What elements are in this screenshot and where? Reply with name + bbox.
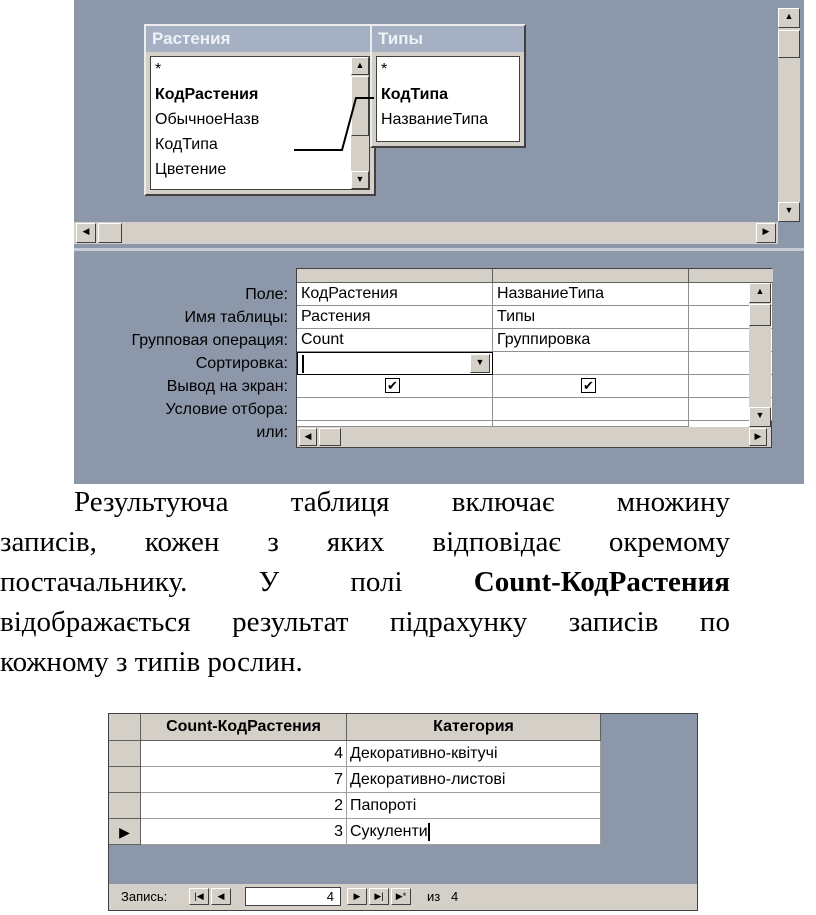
column-selector[interactable]	[689, 269, 773, 283]
word: постачальнику.	[0, 566, 188, 598]
grid-total-cell[interactable]: Группировка	[493, 329, 689, 352]
pane-splitter[interactable]	[74, 248, 804, 262]
query-designer	[74, 0, 804, 484]
cell-category[interactable]: Декоративно-квітучі	[347, 741, 601, 767]
column-selector[interactable]	[493, 269, 689, 283]
cell-count[interactable]: 2	[141, 793, 347, 819]
word: відображається	[0, 606, 191, 638]
word: результат	[232, 606, 349, 638]
scroll-thumb[interactable]	[319, 428, 341, 446]
paragraph-line-4	[0, 606, 730, 639]
row-selector[interactable]	[109, 741, 141, 767]
word: множину	[616, 486, 730, 518]
field-item[interactable]: *	[381, 61, 388, 78]
scroll-thumb[interactable]	[749, 304, 771, 326]
upper-vscrollbar[interactable]	[778, 8, 800, 222]
table-tipy-title[interactable]: Типы	[372, 26, 524, 52]
relationship-line[interactable]	[74, 0, 804, 248]
field-item[interactable]: КодТипа	[381, 86, 449, 103]
scroll-up-arrow-icon[interactable]: ▲	[749, 283, 771, 303]
word: яких	[326, 526, 385, 558]
scroll-left-arrow-icon[interactable]: ◀	[76, 223, 96, 243]
paragraph-line-1	[74, 486, 730, 519]
record-label: Запись:	[121, 889, 168, 904]
row-selector-current[interactable]	[109, 819, 141, 845]
row-label-criteria: Условие отбора:	[165, 401, 288, 418]
grid-field-cell[interactable]: НазваниеТипа	[493, 283, 689, 306]
scroll-thumb[interactable]	[778, 30, 800, 58]
select-all-corner[interactable]	[109, 714, 141, 741]
scroll-left-arrow-icon[interactable]: ◀	[299, 428, 317, 446]
word: записів	[568, 606, 659, 638]
row-label-table: Имя таблицы:	[184, 309, 288, 326]
grid-sort-dropdown[interactable]	[297, 352, 493, 375]
row-label-or: или:	[256, 424, 288, 441]
word: Результуюча	[74, 486, 229, 518]
text-cursor	[428, 823, 430, 841]
last-record-button[interactable]: ▶|	[369, 888, 389, 905]
design-grid	[296, 268, 772, 448]
record-of-label: из	[427, 889, 441, 904]
field-item[interactable]: КодРастения	[155, 86, 259, 103]
word: підрахунку	[389, 606, 528, 638]
prev-record-button[interactable]: ◀	[211, 888, 231, 905]
word: кожен	[144, 526, 220, 558]
current-record-arrow-icon: ▶	[119, 824, 130, 840]
new-record-button[interactable]: ▶*	[391, 888, 411, 905]
grid-total-cell[interactable]: Count	[297, 329, 493, 352]
grid-table-cell[interactable]: Растения	[297, 306, 493, 329]
table-pane	[74, 0, 804, 248]
scroll-up-arrow-icon[interactable]: ▲	[778, 8, 800, 28]
word: по	[699, 606, 730, 638]
dropdown-arrow-icon[interactable]: ▼	[470, 354, 490, 373]
result-datasheet	[108, 713, 698, 911]
record-number-input[interactable]	[245, 887, 341, 906]
row-selector[interactable]	[109, 767, 141, 793]
cell-category-active[interactable]	[347, 819, 601, 845]
query-grid-pane	[74, 262, 804, 484]
grid-criteria-cell[interactable]	[493, 398, 689, 421]
scroll-down-arrow-icon[interactable]: ▼	[351, 171, 369, 189]
cell-category[interactable]: Папороті	[347, 793, 601, 819]
cell-category-text: Сукуленти	[350, 823, 428, 840]
row-label-show: Вывод на экран:	[166, 378, 288, 395]
grid-criteria-cell[interactable]	[297, 398, 493, 421]
grid-hscrollbar[interactable]	[297, 427, 771, 447]
table-rastenia-title[interactable]: Растения	[146, 26, 374, 52]
paragraph-line-2	[0, 526, 730, 559]
scroll-right-arrow-icon[interactable]: ▶	[749, 428, 767, 446]
cell-count[interactable]: 3	[141, 819, 347, 845]
grid-field-cell[interactable]: КодРастения	[297, 283, 493, 306]
word: відповідає	[432, 526, 561, 558]
cell-category[interactable]: Декоративно-листові	[347, 767, 601, 793]
field-item[interactable]: *	[155, 61, 162, 78]
column-selector[interactable]	[297, 269, 493, 283]
scroll-thumb[interactable]	[98, 223, 122, 243]
upper-hscrollbar[interactable]	[74, 222, 778, 244]
word: полі	[350, 566, 403, 598]
record-total: 4	[451, 889, 459, 904]
record-navigator	[109, 884, 697, 910]
scroll-down-arrow-icon[interactable]: ▼	[749, 407, 771, 427]
show-checkbox[interactable]: ✔	[581, 378, 596, 393]
word: У	[258, 566, 280, 598]
field-item[interactable]: НазваниеТипа	[381, 111, 489, 128]
grid-show-cell	[493, 375, 689, 398]
paragraph-line-5: кожному з типів рослин.	[0, 646, 303, 678]
grid-sort-cell[interactable]	[493, 352, 689, 375]
grid-vscrollbar[interactable]	[749, 283, 771, 427]
column-header-category[interactable]: Категория	[347, 714, 601, 741]
grid-table-cell[interactable]: Типы	[493, 306, 689, 329]
row-label-field: Поле:	[245, 286, 288, 303]
row-label-sort: Сортировка:	[195, 355, 288, 372]
field-item[interactable]: КодТипа	[155, 136, 218, 153]
scroll-up-arrow-icon[interactable]: ▲	[351, 57, 369, 75]
cell-count[interactable]: 7	[141, 767, 347, 793]
row-selector[interactable]	[109, 793, 141, 819]
next-record-button[interactable]: ▶	[347, 888, 367, 905]
bold-field-name: Count-КодРастения	[473, 566, 730, 598]
paragraph-line-3	[0, 566, 730, 599]
scroll-right-arrow-icon[interactable]: ▶	[756, 223, 776, 243]
field-item[interactable]: ОбычноеНазв	[155, 111, 260, 128]
record-number: 4	[326, 889, 334, 904]
row-label-total: Групповая операция:	[131, 332, 288, 349]
column-header-count[interactable]: Count-КодРастения	[141, 714, 347, 741]
text-cursor	[302, 355, 304, 373]
scroll-down-arrow-icon[interactable]: ▼	[778, 202, 800, 222]
word: включає	[451, 486, 555, 518]
show-checkbox[interactable]: ✔	[385, 378, 400, 393]
word: з	[267, 526, 279, 558]
first-record-button[interactable]: |◀	[189, 888, 209, 905]
word: записів,	[0, 526, 97, 558]
word: таблиця	[290, 486, 390, 518]
field-item[interactable]: Цветение	[155, 161, 227, 178]
cell-count[interactable]: 4	[141, 741, 347, 767]
grid-show-cell	[297, 375, 493, 398]
word: окремому	[608, 526, 730, 558]
